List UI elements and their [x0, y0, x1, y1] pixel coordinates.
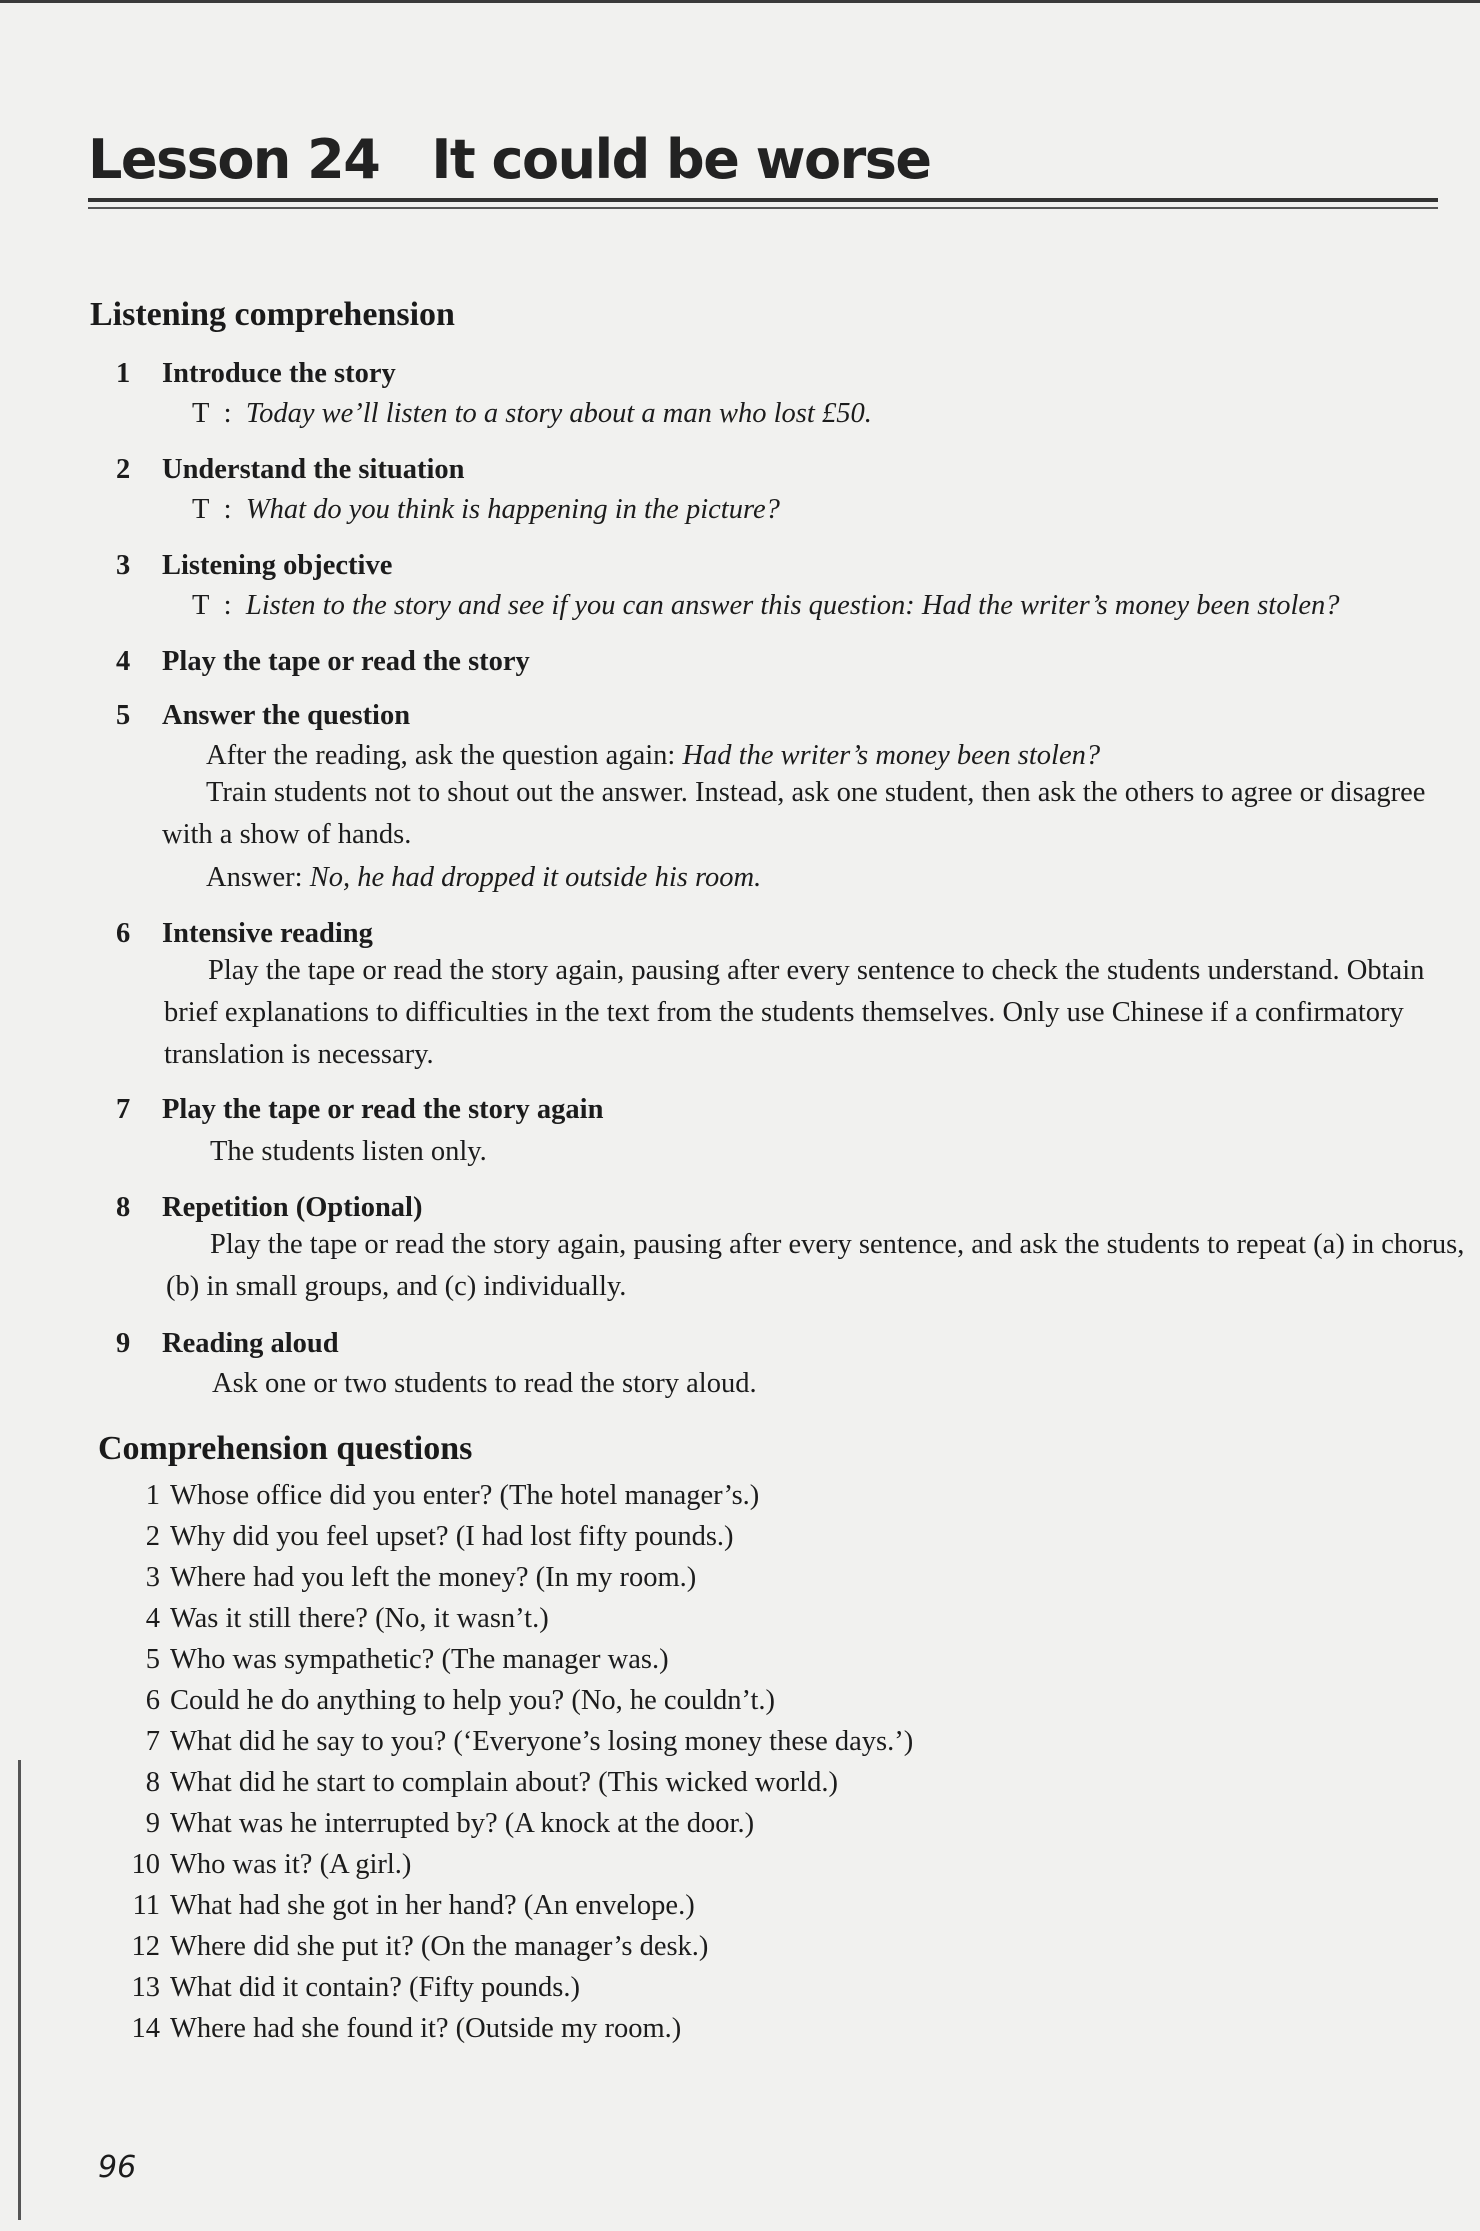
item-heading: Repetition (Optional) [162, 1192, 423, 1223]
list-item: 6 Intensive reading [116, 918, 373, 949]
question-item: 6 Could he do anything to help you? (No, he couldn’t.) [145, 1685, 775, 1716]
body-paragraph: Play the tape or read the story again, pausing after every sentence to check the students understand. Obtain brief explanations to difficulties in the text from the students themselves. Only use Chinese if a confirmatory translation is necessary. [164, 955, 1425, 1070]
question-item: 1 Whose office did you enter? (The hotel manager’s.) [145, 1480, 760, 1511]
item-heading: Listening objective [162, 550, 393, 581]
question-item: 12 Where did she put it? (On the manager’s desk.) [131, 1931, 709, 1962]
question-item: 14 Where had she found it? (Outside my room.) [131, 2013, 682, 2044]
left-edge-line [18, 1760, 21, 2220]
question-item: 11 What had she got in her hand? (An envelope.) [132, 1890, 695, 1921]
item-heading: Answer the question [162, 700, 411, 731]
teacher-line: T : Today we’ll listen to a story about a man who lost £50. [192, 398, 872, 429]
list-item: 9 Reading aloud [116, 1328, 339, 1359]
lesson-number: Lesson 24 [88, 128, 380, 191]
comprehension-heading: Comprehension questions [98, 1430, 473, 1467]
lesson-title: It could be worse [431, 128, 931, 191]
list-item: 7 Play the tape or read the story again [116, 1094, 604, 1125]
header-rule [88, 198, 1438, 202]
listening-heading: Listening comprehension [90, 296, 455, 333]
list-item: 2 Understand the situation [116, 454, 465, 485]
teacher-line: T : Listen to the story and see if you can answer this question: Had the writer’s money been stolen? [192, 590, 1340, 621]
question-item: 4 Was it still there? (No, it wasn’t.) [145, 1603, 549, 1634]
body-paragraph: Play the tape or read the story again, pausing after every sentence, and ask the students to repeat (a) in chorus, (b) in small groups, and (c) individually. [166, 1229, 1465, 1302]
list-item: 4 Play the tape or read the story [116, 646, 530, 677]
header-rule-thin [88, 207, 1438, 209]
question-item: 10 Who was it? (A girl.) [131, 1849, 412, 1880]
lesson-header [88, 128, 931, 191]
page-number: 96 [98, 2150, 137, 2185]
question-item: 13 What did it contain? (Fifty pounds.) [131, 1972, 581, 2003]
item-heading: Intensive reading [162, 918, 373, 949]
question-item: 3 Where had you left the money? (In my room.) [145, 1562, 697, 1593]
list-item: 3 Listening objective [116, 550, 393, 581]
question-item: 5 Who was sympathetic? (The manager was.) [145, 1644, 669, 1675]
question-item: 9 What was he interrupted by? (A knock at the door.) [145, 1808, 755, 1839]
question-item: 8 What did he start to complain about? (This wicked world.) [145, 1767, 838, 1798]
item-heading: Introduce the story [162, 358, 396, 389]
list-item: 5 Answer the question [116, 700, 411, 731]
question-item: 7 What did he say to you? (‘Everyone’s losing money these days.’) [145, 1726, 914, 1757]
body-paragraph: Train students not to shout out the answer. Instead, ask one student, then ask the others to agree or disagree with a show of hands. [162, 777, 1426, 850]
body-line: Ask one or two students to read the story aloud. [212, 1368, 757, 1399]
body-line: After the reading, ask the question again: Had the writer’s money been stolen? [206, 740, 1101, 771]
item-heading: Understand the situation [162, 454, 465, 485]
item-heading: Play the tape or read the story [162, 646, 530, 677]
item-heading: Reading aloud [162, 1328, 339, 1359]
teacher-line: T : What do you think is happening in the picture? [192, 494, 780, 525]
question-item: 2 Why did you feel upset? (I had lost fifty pounds.) [145, 1521, 734, 1552]
top-edge-line [0, 0, 1480, 3]
body-line: The students listen only. [210, 1136, 487, 1167]
answer-line: Answer: No, he had dropped it outside his room. [206, 862, 762, 893]
list-item: 8 Repetition (Optional) [116, 1192, 423, 1223]
list-item: 1 Introduce the story [116, 358, 396, 389]
item-heading: Play the tape or read the story again [162, 1094, 604, 1125]
